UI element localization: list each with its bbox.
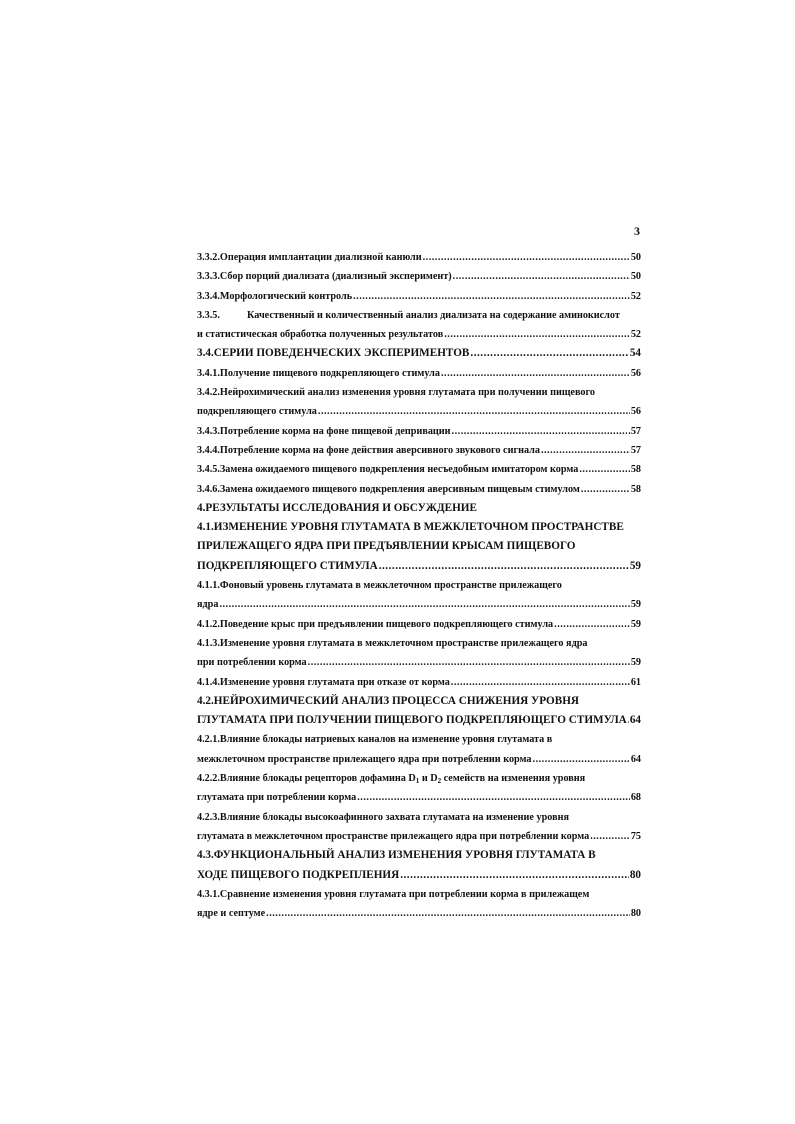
toc-leader-dots xyxy=(266,904,630,923)
toc-entry-title: Влияние блокады рецепторов дофамина $D_1$ и $D_2$ семейств на изменения уровня xyxy=(219,773,586,786)
toc-entry-title: глутамата в межклеточном пространстве прилежащего ядра при потреблении корма xyxy=(197,830,590,842)
toc-leader-dots xyxy=(554,615,630,634)
toc-leader-dots xyxy=(379,557,629,576)
toc-entry-page: 56 xyxy=(630,367,641,379)
toc-entry-title: ПОДКРЕПЛЯЮЩЕГО СТИМУЛА xyxy=(197,559,378,572)
toc-entry xyxy=(197,576,641,615)
toc-entry-title: НЕЙРОХИМИЧЕСКИЙ АНАЛИЗ ПРОЦЕССА СНИЖЕНИЯ УРОВНЯ xyxy=(213,694,579,707)
toc-entry-number: 4. xyxy=(197,501,206,514)
toc-entry-page: 68 xyxy=(630,792,641,804)
toc-entry-number: 3.3.3. xyxy=(197,271,220,283)
toc-leader-dots xyxy=(470,344,628,363)
toc-entry-number: 4.1.1. xyxy=(197,580,220,592)
toc-entry xyxy=(197,306,641,345)
toc-entry-title: Потребление корма на фоне действия аверсивного звукового сигнала xyxy=(219,444,540,456)
toc-entry-title: Влияние блокады натриевых каналов на изменение уровня глутамата в xyxy=(219,734,553,746)
toc-entry-number: 3.4. xyxy=(197,347,214,360)
toc-leader-dots xyxy=(400,866,629,885)
toc-entry-page: 64 xyxy=(629,714,641,727)
toc-entry xyxy=(197,460,641,479)
toc-entry xyxy=(197,769,641,808)
toc-entry-title: Изменение уровня глутамата в межклеточном пространстве прилежащего ядра xyxy=(219,637,588,649)
toc-entry-title: ядра xyxy=(197,599,219,611)
toc-entry xyxy=(197,248,641,267)
toc-leader-dots xyxy=(357,788,630,807)
toc-entry-title: межклеточном пространстве прилежащего ядра при потреблении корма xyxy=(197,753,532,765)
toc-entry-title: ПРИЛЕЖАЩЕГО ЯДРА ПРИ ПРЕДЪЯВЛЕНИИ КРЫСАМ ПИЩЕВОГО xyxy=(197,540,576,553)
toc-entry-title: Влияние блокады высокоафинного захвата глутамата на изменение уровня xyxy=(219,811,569,823)
toc-entry xyxy=(197,846,641,885)
toc-entry-title: Замена ожидаемого пищевого подкрепления несъедобным имитатором корма xyxy=(219,464,579,476)
toc-entry-title: Фоновый уровень глутамата в межклеточном пространстве прилежащего xyxy=(219,580,562,592)
toc-leader-dots xyxy=(441,364,630,383)
toc-leader-dots xyxy=(628,711,629,730)
toc-entry-page: 64 xyxy=(630,753,641,765)
toc-entry-title: Замена ожидаемого пищевого подкрепления аверсивным пищевым стимулом xyxy=(219,483,580,495)
toc-leader-dots xyxy=(423,248,630,267)
toc-entry-title: Морфологический контроль xyxy=(219,290,353,302)
toc-entry xyxy=(197,730,641,769)
toc-leader-dots xyxy=(453,267,630,286)
toc-entry-number: 4.1. xyxy=(197,521,214,534)
toc-entry-title: СЕРИИ ПОВЕДЕНЧЕСКИХ ЭКСПЕРИМЕНТОВ xyxy=(213,347,470,360)
toc-entry-title: Сравнение изменения уровня глутамата при потреблении корма в прилежащем xyxy=(219,888,590,900)
toc-entry-page: 54 xyxy=(629,347,641,360)
toc-entry xyxy=(197,615,641,634)
toc-leader-dots xyxy=(444,325,630,344)
toc-entry xyxy=(197,885,641,924)
toc-entry-title: Получение пищевого подкрепляющего стимула xyxy=(219,367,440,379)
toc-entry-page: 61 xyxy=(630,676,641,688)
toc-entry-page: 50 xyxy=(630,252,641,263)
toc-entry-title: Изменение уровня глутамата при отказе от корма xyxy=(219,676,450,688)
toc-entry-title: РЕЗУЛЬТАТЫ ИССЛЕДОВАНИЯ И ОБСУЖДЕНИЕ xyxy=(205,501,477,514)
toc-entry xyxy=(197,808,641,847)
toc-entry-number: 4.2.2. xyxy=(197,773,220,785)
toc-entry-number: 3.3.4. xyxy=(197,290,220,302)
toc-entry-page: 80 xyxy=(629,868,641,881)
toc-entry-title: глутамата при потреблении корма xyxy=(197,792,357,804)
toc-entry xyxy=(197,344,641,363)
toc-leader-dots xyxy=(353,287,630,306)
toc-entry-number: 4.1.4. xyxy=(197,676,220,688)
toc-entry-number: 4.1.2. xyxy=(197,618,220,630)
toc-leader-dots xyxy=(541,441,630,460)
toc-leader-dots xyxy=(579,460,630,479)
toc-leader-dots xyxy=(452,422,628,441)
toc-entry xyxy=(197,692,641,731)
toc-entry-title: ХОДЕ ПИЩЕВОГО ПОДКРЕПЛЕНИЯ xyxy=(197,868,400,881)
toc-entry xyxy=(197,634,641,673)
toc-entry-page: 59 xyxy=(629,559,641,572)
toc-entry-page: 59 xyxy=(630,657,641,669)
toc-entry-number: 3.4.4. xyxy=(197,444,220,456)
toc-entry-title: Нейрохимический анализ изменения уровня глутамата при получении пищевого xyxy=(219,387,595,399)
toc-entry-title: Потребление корма на фоне пищевой депривации xyxy=(219,425,451,437)
toc-entry xyxy=(197,518,641,576)
table-of-contents xyxy=(197,248,641,923)
toc-entry-page: 52 xyxy=(630,329,641,341)
toc-entry-number: 4.2.3. xyxy=(197,811,220,823)
toc-entry-page: 80 xyxy=(630,908,641,920)
toc-entry-number: 4.2.1. xyxy=(197,734,220,746)
toc-entry xyxy=(197,422,641,441)
toc-entry-title: ФУНКЦИОНАЛЬНЫЙ АНАЛИЗ ИЗМЕНЕНИЯ УРОВНЯ ГЛУТАМАТА В xyxy=(213,849,596,862)
toc-leader-dots xyxy=(533,750,630,769)
toc-entry-page: 59 xyxy=(630,599,641,611)
toc-entry xyxy=(197,673,641,692)
toc-entry-title: Сбор порций диализата (диализный эксперимент) xyxy=(219,271,452,283)
toc-leader-dots xyxy=(581,480,630,499)
toc-entry-number: 3.3.2. xyxy=(197,252,220,263)
toc-leader-dots xyxy=(318,402,630,421)
toc-entry-title: Поведение крыс при предъявлении пищевого подкрепляющего стимула xyxy=(219,618,554,630)
page-number: 3 xyxy=(634,224,640,238)
toc-entry-number: 4.3. xyxy=(197,849,214,862)
toc-entry xyxy=(197,267,641,286)
toc-entry-title: ИЗМЕНЕНИЕ УРОВНЯ ГЛУТАМАТА В МЕЖКЛЕТОЧНОМ ПРОСТРАНСТВЕ xyxy=(213,521,624,534)
toc-entry-number: 3.4.3. xyxy=(197,425,220,437)
toc-entry-page: 59 xyxy=(630,618,641,630)
toc-entry-title: Операция имплантации диализной канюли xyxy=(219,252,422,263)
toc-entry-page: 75 xyxy=(630,830,641,842)
toc-entry-title: подкрепляющего стимула xyxy=(197,406,317,418)
toc-entry-title: и статистическая обработка полученных результатов xyxy=(197,329,444,341)
toc-entry-page: 56 xyxy=(630,406,641,418)
toc-entry-number: 3.3.5. xyxy=(197,309,220,321)
toc-entry-title: ядре и септуме xyxy=(197,908,266,920)
toc-entry-number: 3.4.5. xyxy=(197,464,220,476)
toc-entry-title: ГЛУТАМАТА ПРИ ПОЛУЧЕНИИ ПИЩЕВОГО ПОДКРЕПЛЯЮЩЕГО СТИМУЛА xyxy=(197,714,627,727)
toc-entry-page: 58 xyxy=(630,483,641,495)
toc-leader-dots xyxy=(219,595,629,614)
toc-entry xyxy=(197,383,641,422)
toc-leader-dots xyxy=(451,673,630,692)
toc-entry xyxy=(197,480,641,499)
toc-entry xyxy=(197,499,641,518)
toc-entry-page: 58 xyxy=(630,464,641,476)
toc-entry xyxy=(197,287,641,306)
toc-entry-title: Качественный и количественный анализ диализата на содержание аминокислот xyxy=(247,309,620,321)
toc-entry-page: 50 xyxy=(630,271,641,283)
toc-entry-title: при потреблении корма xyxy=(197,657,307,669)
toc-entry xyxy=(197,441,641,460)
toc-leader-dots xyxy=(308,653,630,672)
toc-entry-page: .57 xyxy=(628,425,641,437)
toc-entry-number: 3.4.1. xyxy=(197,367,220,379)
toc-entry-number: 4.1.3. xyxy=(197,637,220,649)
toc-entry xyxy=(197,364,641,383)
toc-entry-number: 3.4.6. xyxy=(197,483,220,495)
toc-entry-number: 4.3.1. xyxy=(197,888,220,900)
toc-leader-dots xyxy=(590,827,630,846)
toc-entry-page: 52 xyxy=(630,290,641,302)
toc-entry-number: 3.4.2. xyxy=(197,387,220,399)
toc-entry-page: 57 xyxy=(630,444,641,456)
toc-entry-number: 4.2. xyxy=(197,694,214,707)
